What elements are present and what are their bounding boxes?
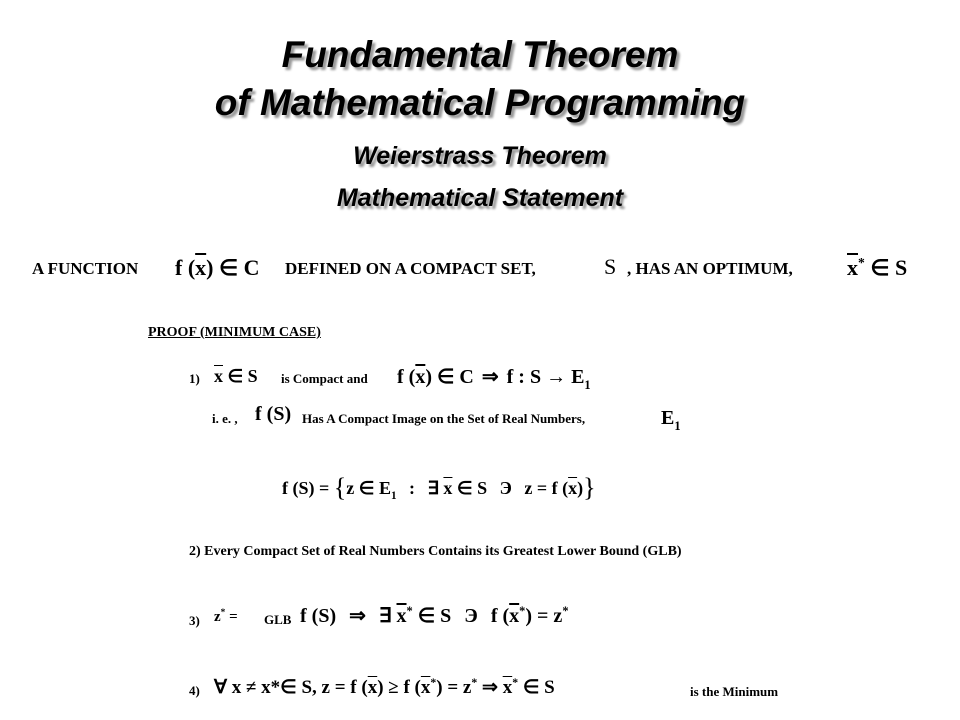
statement-has-optimum: , HAS AN OPTIMUM, [627, 259, 793, 278]
proof-heading: PROOF (MINIMUM CASE) [148, 325, 321, 340]
step-3-zstar: z* = [214, 608, 238, 625]
step-1-formula-x-in-s: $\overline{x}$ ∈ S [214, 366, 258, 386]
subtitle-line-1: Weierstrass Theorem [353, 142, 607, 170]
step-4-is-minimum: is the Minimum [690, 684, 779, 699]
step-3-glb: GLB [264, 612, 292, 627]
step-1-formula-mapping: f $(\overline{x})$ ∈ C ⇒ f : $S \to E_1$ [397, 366, 591, 392]
step-1-number: 1) [189, 371, 200, 386]
step-4-formula: ∀ x ≠ x*∈ S, z = f $(\overline{x}) \ge f$ $(\overline{x}^*) = z^*$ ⇒ $\overline{x}^*$ ∈ S [214, 675, 555, 698]
image-set-definition: f (S) = {z ∈ $E_1$ : ∃ $\overline{x}$ ∈ S Э z = f $(\overline{x})$} [282, 473, 596, 503]
step-3-number: 3) [189, 613, 200, 628]
statement-defined-on: DEFINED ON A COMPACT SET, [285, 259, 536, 278]
statement-set-s: S [604, 254, 617, 279]
step-3-formula: f (S) ⇒ ∃ $\overline{x}^*$ ∈ S Э f $(\overline{x}^*) = z^*$ [300, 603, 569, 627]
step-1-is-compact: is Compact and [281, 371, 368, 386]
ie-label: i. e. , [212, 411, 238, 426]
statement-formula-xstar-in-s: $\overline{x}^*$ ∈ S [847, 254, 908, 280]
statement-a-function: A FUNCTION [32, 259, 139, 278]
ie-text: Has A Compact Image on the Set of Real Numbers, [302, 411, 586, 426]
ie-formula-fs: f (S) [255, 403, 292, 425]
proof-step-2: 2) Every Compact Set of Real Numbers Contains its Greatest Lower Bound (GLB) [189, 544, 682, 559]
step-4-number: 4) [189, 683, 200, 698]
title-line-2: of Mathematical Programming [214, 82, 746, 123]
statement-formula-f-in-c: f $(\overline{x})$ ∈ C [175, 255, 260, 280]
title-line-1: Fundamental Theorem [281, 34, 679, 75]
subtitle-line-2: Mathematical Statement [336, 184, 624, 212]
ie-formula-e1: $E_1$ [661, 407, 681, 433]
